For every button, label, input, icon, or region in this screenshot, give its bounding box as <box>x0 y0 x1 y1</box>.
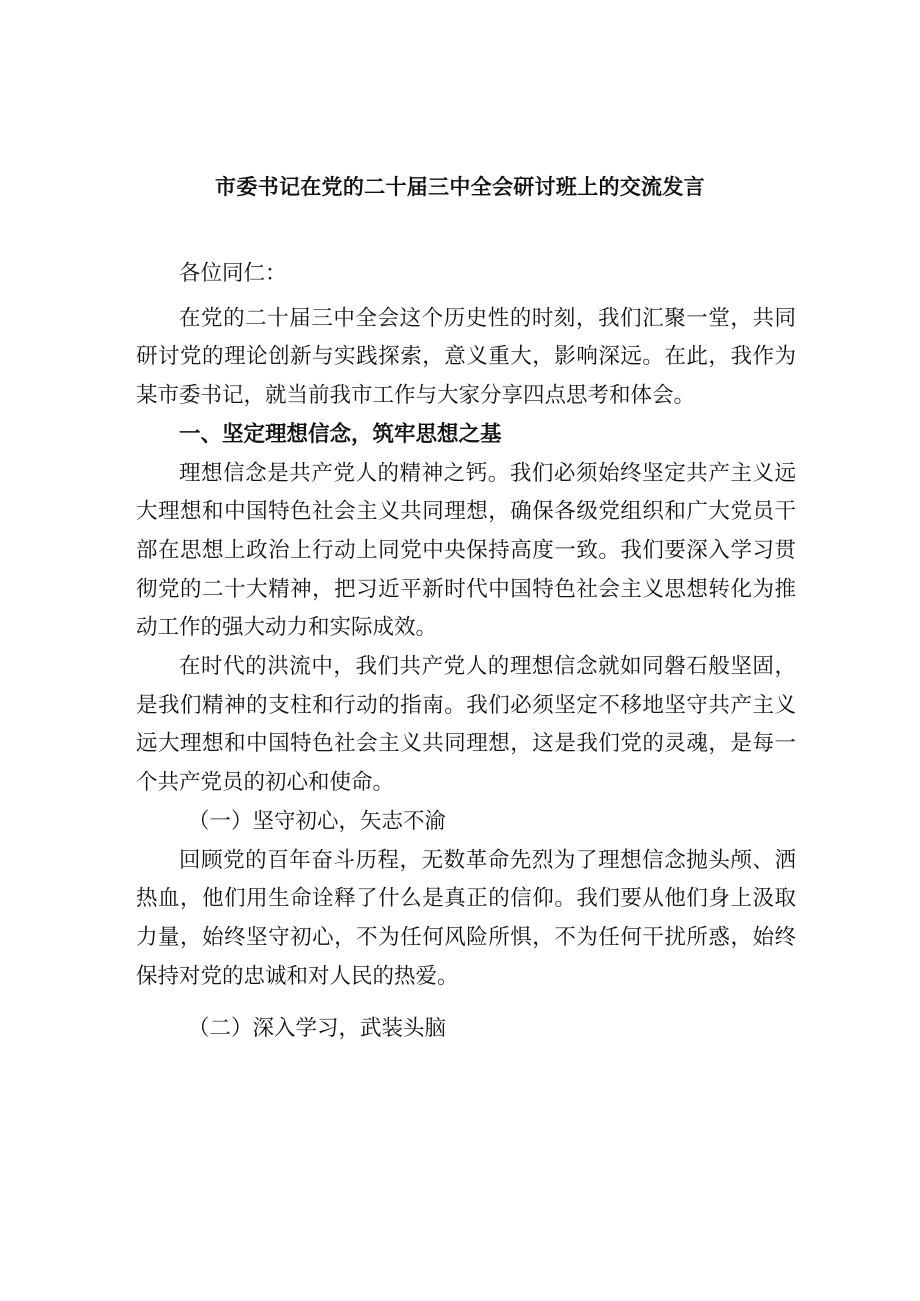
subsection-1-paragraph: 回顾党的百年奋斗历程，无数革命先烈为了理想信念抛头颅、洒热血，他们用生命诠释了什么是真正的信仰。我们要从他们身上汲取力量，始终坚守初心，不为任何风险所惧，不为任何干扰所惑，始终保持对党的忠诚和对人民的热爱。 <box>136 847 796 989</box>
subsection-1-heading: （一）坚守初心，矢志不渝 <box>188 808 447 834</box>
salutation: 各位同仁： <box>179 261 287 286</box>
intro-paragraph: 在党的二十届三中全会这个历史性的时刻，我们汇聚一堂，共同研讨党的理论创新与实践探索，意义重大，影响深远。在此，我作为某市委书记，就当前我市工作与大家分享四点思考和体会。 <box>136 305 796 409</box>
document-title: 市委书记在党的二十届三中全会研讨班上的交流发言 <box>215 175 705 199</box>
subsection-2-heading: （二）深入学习，武装头脑 <box>188 1016 447 1042</box>
section-1-paragraph-2: 在时代的洪流中，我们共产党人的理想信念就如同磐石般坚固，是我们精神的支柱和行动的指南。我们必须坚定不移地坚守共产主义远大理想和中国特色社会主义共同理想，这是我们党的灵魂，是每一个共产党员的初心和使命。 <box>136 654 796 796</box>
section-1-paragraph-1: 理想信念是共产党人的精神之钙。我们必须始终坚定共产主义远大理想和中国特色社会主义共同理想，确保各级党组织和广大党员干部在思想上政治上行动上同党中央保持高度一致。我们要深入学习贯彻党的二十大精神，把习近平新时代中国特色社会主义思想转化为推动工作的强大动力和实际成效。 <box>136 460 796 641</box>
document-body <box>136 255 796 1049</box>
section-1-heading: 一、坚定理想信念，筑牢思想之基 <box>179 421 502 447</box>
